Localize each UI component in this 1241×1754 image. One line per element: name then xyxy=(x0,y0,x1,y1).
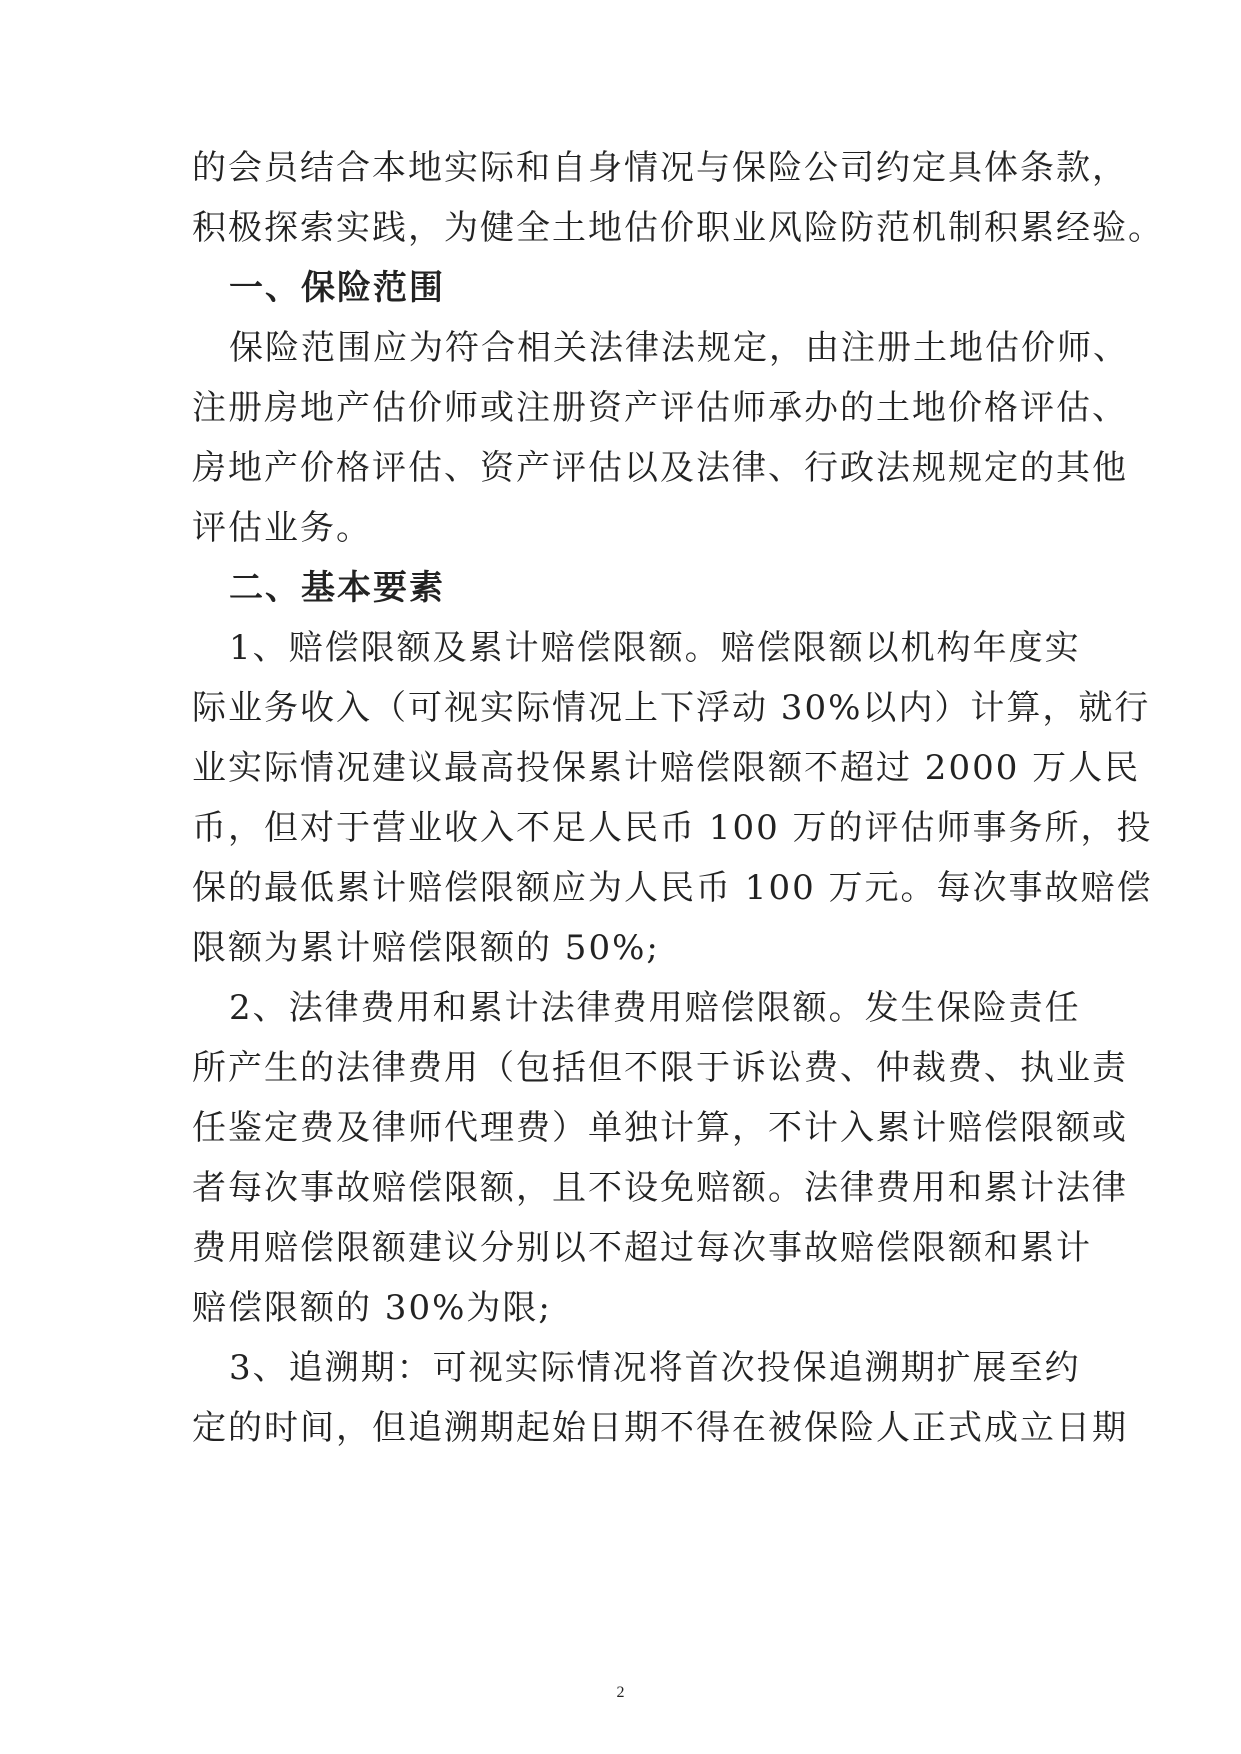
body-line: 房地产价格评估、资产评估以及法律、行政法规规定的其他 xyxy=(192,448,1128,488)
body-line: 业实际情况建议最高投保累计赔偿限额不超过 2000 万人民 xyxy=(192,748,1141,788)
section-heading-insurance-scope: 一、保险范围 xyxy=(229,268,445,308)
body-line: 费用赔偿限额建议分别以不超过每次事故赔偿限额和累计 xyxy=(192,1228,1092,1268)
body-line: 评估业务。 xyxy=(192,508,372,548)
body-line: 2、法律费用和累计法律费用赔偿限额。发生保险责任 xyxy=(229,988,1081,1028)
body-line: 积极探索实践，为健全土地估价职业风险防范机制积累经验。 xyxy=(192,208,1164,248)
body-line: 1、赔偿限额及累计赔偿限额。赔偿限额以机构年度实 xyxy=(229,628,1081,668)
body-line: 3、追溯期：可视实际情况将首次投保追溯期扩展至约 xyxy=(229,1348,1081,1388)
body-line: 保险范围应为符合相关法律法规定，由注册土地估价师、 xyxy=(229,328,1129,368)
page-number: 2 xyxy=(616,1684,625,1701)
body-line: 际业务收入（可视实际情况上下浮动 30%以内）计算，就行 xyxy=(192,688,1151,728)
body-line: 定的时间，但追溯期起始日期不得在被保险人正式成立日期 xyxy=(192,1408,1128,1448)
body-line: 的会员结合本地实际和自身情况与保险公司约定具体条款， xyxy=(192,148,1128,188)
body-line: 者每次事故赔偿限额，且不设免赔额。法律费用和累计法律 xyxy=(192,1168,1128,1208)
body-line: 限额为累计赔偿限额的 50%; xyxy=(192,928,660,968)
body-line: 赔偿限额的 30%为限; xyxy=(192,1288,552,1328)
section-heading-basic-elements: 二、基本要素 xyxy=(229,568,445,608)
body-line: 币，但对于营业收入不足人民币 100 万的评估师事务所，投 xyxy=(192,808,1153,848)
body-line: 所产生的法律费用（包括但不限于诉讼费、仲裁费、执业责 xyxy=(192,1048,1128,1088)
body-line: 保的最低累计赔偿限额应为人民币 100 万元。每次事故赔偿 xyxy=(192,868,1153,908)
body-line: 注册房地产估价师或注册资产评估师承办的土地价格评估、 xyxy=(192,388,1128,428)
body-line: 任鉴定费及律师代理费）单独计算，不计入累计赔偿限额或 xyxy=(192,1108,1128,1148)
